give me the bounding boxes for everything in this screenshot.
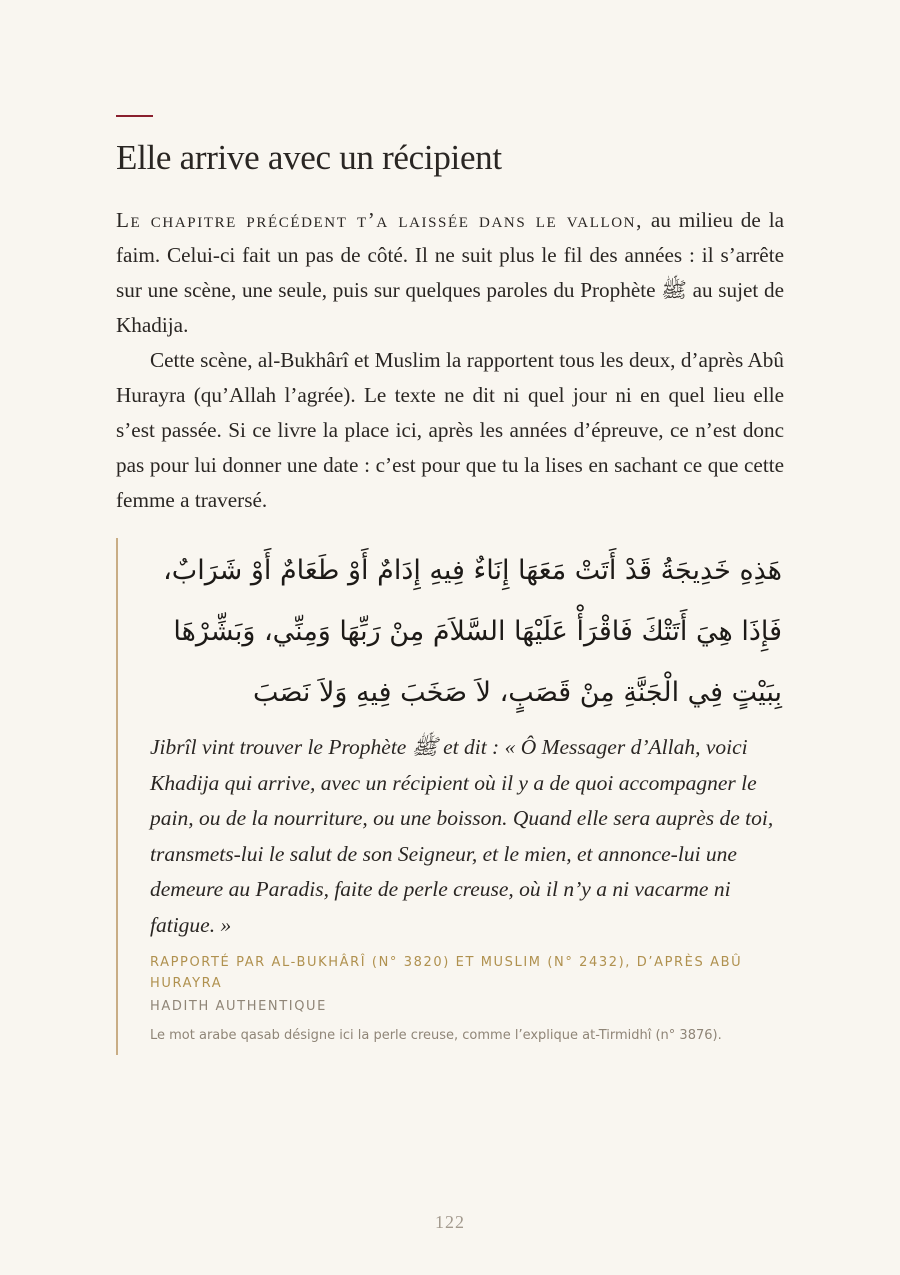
paragraph-1-lead: Le chapitre précédent t’a laissée dans le vallon, (116, 208, 643, 232)
paragraph-1 (116, 203, 784, 343)
page-number: 122 (435, 1212, 465, 1232)
hadith-source: RAPPORTÉ PAR AL-BUKHÂRÎ (N° 3820) ET MUSLIM (N° 2432), D’APRÈS ABÛ HURAYRA (150, 955, 743, 991)
hadith-translation: Jibrîl vint trouver le Prophète ﷺ et dit : « Ô Messager d’Allah, voici Khadija qui arrive, avec un récipient où il y a de quoi accompagner le pain, ou de la nourriture, ou une boisson. Quand elle sera auprès de toi, transmets-lui le salut de son Seigneur, et le mien, et annonce-lui une demeure au Paradis, faite de perle creuse, où il n’y a ni vacarme ni fatigue. » (150, 735, 774, 937)
paragraph-2: Cette scène, al-Bukhârî et Muslim la rapportent tous les deux, d’après Abû Hurayra (qu’Allah l’agrée). Le texte ne dit ni quel jour ni en quel lieu elle s’est passée. Si ce livre la place ici, après les années d’épreuve, ce n’est donc pas pour lui donner une date : c’est pour que tu la lises en sachant ce que cette femme a traversé. (116, 348, 784, 512)
hadith-grade: HADITH AUTHENTIQUE (150, 999, 327, 1014)
accent-rule (116, 115, 153, 117)
hadith-quote (116, 538, 786, 1055)
hadith-arabic: هَذِهِ خَدِيجَةُ قَدْ أَتَتْ مَعَهَا إِنَاءٌ فِيهِ إِدَامٌ أَوْ طَعَامٌ أَوْ شَرَابٌ، فَإِذَا هِيَ أَتَتْكَ فَاقْرَأْ عَلَيْهَا السَّلاَمَ مِنْ رَبِّهَا وَمِنِّي، وَبَشِّرْهَا بِبَيْتٍ فِي الْجَنَّةِ مِنْ قَصَبٍ، لاَ صَخَبَ فِيهِ وَلاَ نَصَبَ (163, 555, 782, 708)
paragraph-1-rest: au milieu de la faim. Celui-ci fait un pas de côté. Il ne suit plus le fil des années : il s’arrête sur une scène, une seule, puis sur quelques paroles du Prophète ﷺ au sujet de Khadija. (116, 208, 784, 337)
body-text (116, 203, 784, 518)
chapter-title: Elle arrive avec un récipient (116, 138, 502, 177)
hadith-note: Le mot arabe qasab désigne ici la perle creuse, comme l’explique at-Tirmidhî (n° 3876). (150, 1028, 722, 1043)
